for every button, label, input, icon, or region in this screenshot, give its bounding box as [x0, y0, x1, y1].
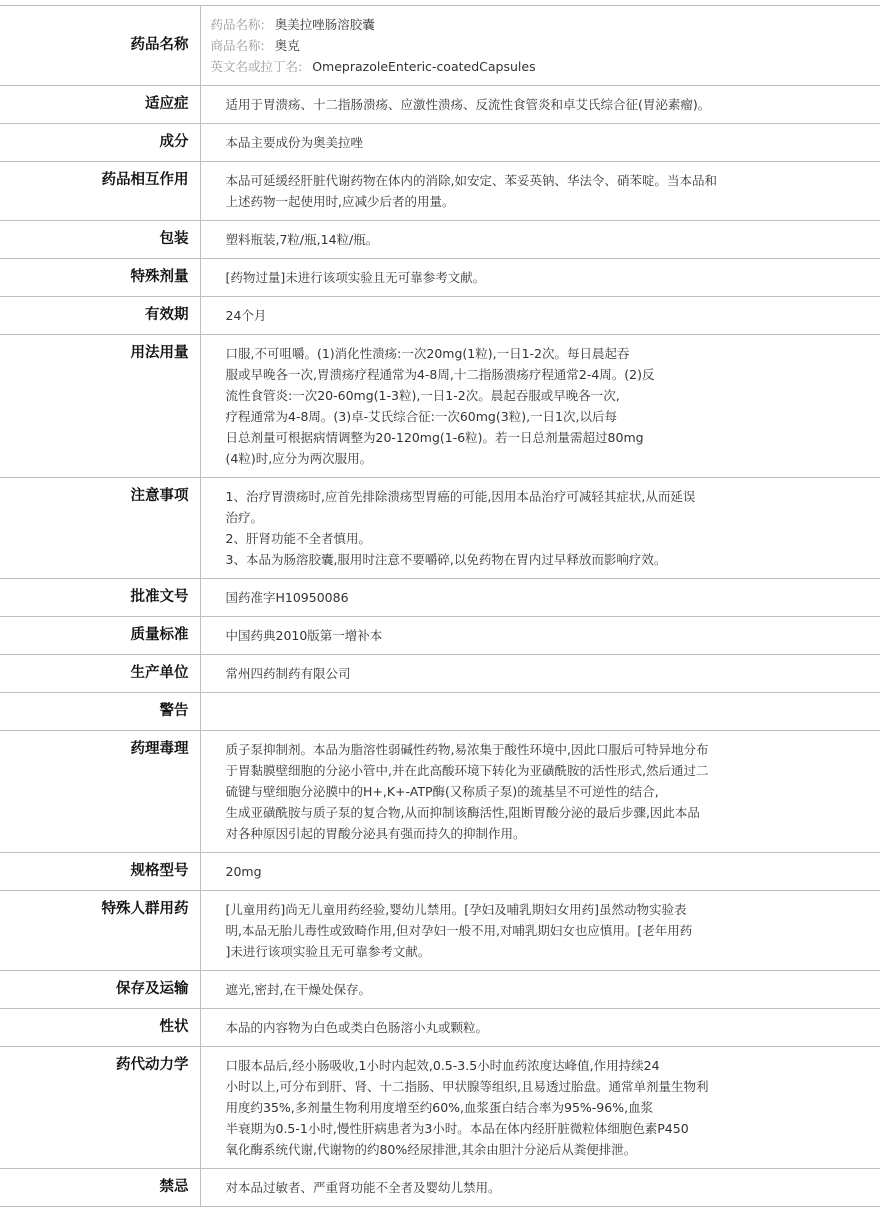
table-row [0, 1009, 880, 1047]
value-line: 生成亚磺酰胺与质子泵的复合物,从而抑制该酶活性,阻断胃酸分泌的最后步骤,因此本品 [225, 805, 700, 820]
value-line: (4粒)时,应分为两次服用。 [225, 451, 373, 466]
row-label: 药品相互作用 [0, 162, 200, 221]
value-line: 常州四药制药有限公司 [225, 666, 351, 681]
english-name-key: 英文名或拉丁名: [210, 59, 303, 74]
row-value [200, 1009, 880, 1047]
value-line: 氧化酶系统代谢,代谢物的约80%经尿排泄,其余由胆汁分泌后从粪便排泄。 [225, 1142, 637, 1157]
english-name-value: OmeprazoleEnteric-coatedCapsules [312, 59, 536, 74]
row-label: 适应症 [0, 86, 200, 124]
row-label: 药代动力学 [0, 1047, 200, 1169]
row-label: 质量标准 [0, 617, 200, 655]
value-line: [儿童用药]尚无儿童用药经验,婴幼儿禁用。[孕妇及哺乳期妇女用药]虽然动物实验表 [225, 902, 687, 917]
row-value [200, 335, 880, 478]
trade-name-key: 商品名称: [210, 38, 265, 53]
drug-info-table [0, 5, 880, 1207]
value-line: 半衰期为0.5-1小时,慢性肝病患者为3小时。本品在体内经肝脏微粒体细胞色素P450 [225, 1121, 689, 1136]
row-label: 批准文号 [0, 579, 200, 617]
table-row [0, 478, 880, 579]
value-line: 国药准字H10950086 [225, 590, 349, 605]
row-label: 保存及运输 [0, 971, 200, 1009]
generic-name-key: 药品名称: [210, 17, 265, 32]
value-line: 对本品过敏者、严重肾功能不全者及婴幼儿禁用。 [225, 1180, 501, 1195]
value-line: 硫键与壁细胞分泌膜中的H+,K+-ATP酶(又称质子泵)的巯基呈不可逆性的结合, [225, 784, 659, 799]
row-label: 成分 [0, 124, 200, 162]
value-line: 质子泵抑制剂。本品为脂溶性弱碱性药物,易浓集于酸性环境中,因此口服后可特异地分布 [225, 742, 709, 757]
names-cell [200, 6, 880, 86]
row-value [200, 731, 880, 853]
table-row [0, 124, 880, 162]
row-label: 注意事项 [0, 478, 200, 579]
value-line: 3、本品为肠溶胶囊,服用时注意不要嚼碎,以免药物在胃内过早释放而影响疗效。 [225, 552, 667, 567]
row-value [200, 579, 880, 617]
value-line: 中国药典2010版第一增补本 [225, 628, 383, 643]
table-row [0, 335, 880, 478]
value-line: 治疗。 [225, 510, 264, 525]
row-label: 规格型号 [0, 853, 200, 891]
value-line: 于胃黏膜壁细胞的分泌小管中,并在此高酸环境下转化为亚磺酰胺的活性形式,然后通过二 [225, 763, 709, 778]
value-line: 24个月 [225, 308, 267, 323]
row-label: 生产单位 [0, 655, 200, 693]
table-row [0, 693, 880, 731]
row-label: 有效期 [0, 297, 200, 335]
row-label: 包装 [0, 221, 200, 259]
value-line: 日总剂量可根据病情调整为20-120mg(1-6粒)。若一日总剂量需超过80mg [225, 430, 644, 445]
value-line: 服或早晚各一次,胃溃疡疗程通常为4-8周,十二指肠溃疡疗程通常2-4周。(2)反 [225, 367, 655, 382]
table-row [0, 162, 880, 221]
row-value [200, 617, 880, 655]
value-line: 适用于胃溃疡、十二指肠溃疡、应激性溃疡、反流性食管炎和卓艾氏综合征(胃泌素瘤)。 [225, 97, 711, 112]
trade-name-value: 奥克 [274, 38, 300, 53]
value-line: 1、治疗胃溃疡时,应首先排除溃疡型胃癌的可能,因用本品治疗可减轻其症状,从而延误 [225, 489, 696, 504]
table-row [0, 971, 880, 1009]
value-line: 疗程通常为4-8周。(3)卓-艾氏综合征:一次60mg(3粒),一日1次,以后每 [225, 409, 617, 424]
row-label: 药品名称 [0, 6, 200, 86]
table-row [0, 731, 880, 853]
row-drug-names [0, 6, 880, 86]
table-row [0, 853, 880, 891]
table-row [0, 1047, 880, 1169]
value-line: [药物过量]未进行该项实验且无可靠参考文献。 [225, 270, 486, 285]
english-name-line [211, 56, 786, 77]
table-row [0, 259, 880, 297]
value-line: ]未进行该项实验且无可靠参考文献。 [225, 944, 431, 959]
value-line: 流性食管炎:一次20-60mg(1-3粒),一日1-2次。晨起吞服或早晚各一次, [225, 388, 620, 403]
value-line: 本品主要成份为奥美拉唑 [225, 135, 364, 150]
value-line: 20mg [225, 864, 262, 879]
trade-name-line [211, 35, 786, 56]
row-value [200, 478, 880, 579]
table-row [0, 891, 880, 971]
row-value [200, 297, 880, 335]
row-value [200, 1169, 880, 1207]
row-label: 特殊剂量 [0, 259, 200, 297]
value-line: 小时以上,可分布到肝、肾、十二指肠、甲状腺等组织,且易透过胎盘。通常单剂量生物利 [225, 1079, 709, 1094]
value-line: 遮光,密封,在干燥处保存。 [225, 982, 371, 997]
value-line: 上述药物一起使用时,应减少后者的用量。 [225, 194, 455, 209]
table-row [0, 617, 880, 655]
value-line: 口服,不可咀嚼。(1)消化性溃疡:一次20mg(1粒),一日1-2次。每日晨起吞 [225, 346, 630, 361]
row-label: 警告 [0, 693, 200, 731]
row-label: 药理毒理 [0, 731, 200, 853]
value-line: 明,本品无胎儿毒性或致畸作用,但对孕妇一般不用,对哺乳期妇女也应慎用。[老年用药 [225, 923, 693, 938]
row-value [200, 86, 880, 124]
row-value [200, 853, 880, 891]
value-line: 对各种原因引起的胃酸分泌具有强而持久的抑制作用。 [225, 826, 526, 841]
table-row [0, 297, 880, 335]
table-row [0, 655, 880, 693]
row-label: 禁忌 [0, 1169, 200, 1207]
row-value [200, 971, 880, 1009]
table-row [0, 1169, 880, 1207]
row-value [200, 221, 880, 259]
row-value [200, 693, 880, 731]
row-label: 性状 [0, 1009, 200, 1047]
row-value [200, 162, 880, 221]
table-row [0, 221, 880, 259]
row-value [200, 259, 880, 297]
table-row [0, 579, 880, 617]
value-line: 塑料瓶装,7粒/瓶,14粒/瓶。 [225, 232, 379, 247]
value-line: 本品可延缓经肝脏代谢药物在体内的消除,如安定、苯妥英钠、华法令、硝苯啶。当本品和 [225, 173, 717, 188]
row-value [200, 1047, 880, 1169]
row-value [200, 655, 880, 693]
row-label: 用法用量 [0, 335, 200, 478]
value-line: 口服本品后,经小肠吸收,1小时内起效,0.5-3.5小时血药浓度达峰值,作用持续24 [225, 1058, 660, 1073]
generic-name-line [211, 14, 786, 35]
row-value [200, 124, 880, 162]
table-row [0, 86, 880, 124]
row-value [200, 891, 880, 971]
value-line: 本品的内容物为白色或类白色肠溶小丸或颗粒。 [225, 1020, 489, 1035]
value-line: 2、肝肾功能不全者慎用。 [225, 531, 371, 546]
row-label: 特殊人群用药 [0, 891, 200, 971]
generic-name-value: 奥美拉唑肠溶胶囊 [274, 17, 375, 32]
value-line: 用度约35%,多剂量生物利用度增至约60%,血浆蛋白结合率为95%-96%,血浆 [225, 1100, 654, 1115]
